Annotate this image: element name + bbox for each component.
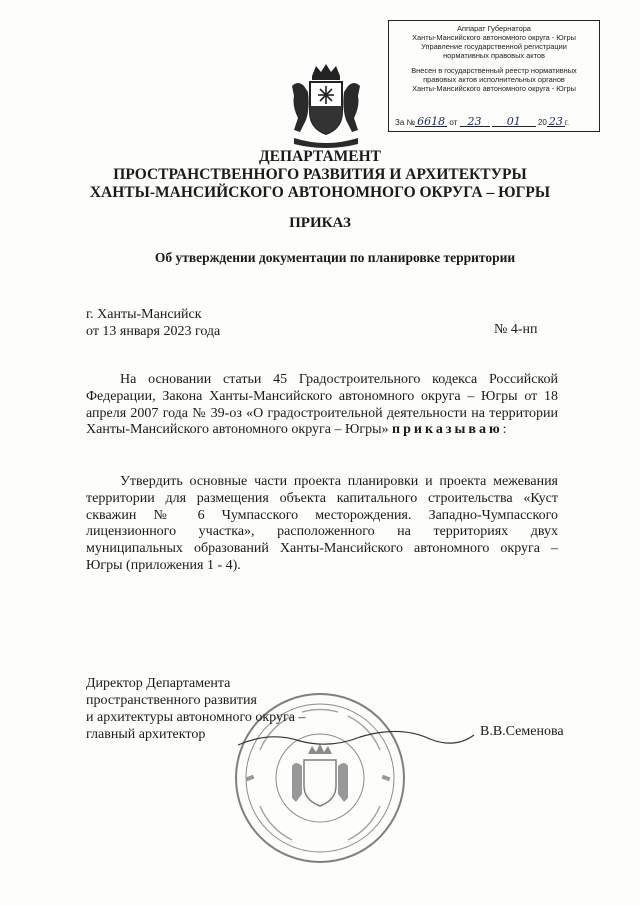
document-number: № 4-нп xyxy=(494,322,538,337)
stamp-line: Ханты-Мансийского автономного округа - Югры xyxy=(412,84,576,93)
department-title xyxy=(0,148,640,202)
place-and-date xyxy=(86,306,220,340)
department-title-line: ДЕПАРТАМЕНТ xyxy=(258,148,382,165)
signature-title-line: пространственного развития xyxy=(86,693,257,708)
stamp-line: Внесен в государственный реестр нормативных xyxy=(411,66,577,75)
department-title-line: ПРОСТРАНСТВЕННОГО РАЗВИТИЯ И АРХИТЕКТУРЫ xyxy=(113,166,527,183)
stamp-line: Управление государственной регистрации xyxy=(421,42,567,51)
stamp-line: Аппарат Губернатора xyxy=(457,24,531,33)
signature-title-line: и архитектуры автономного округа – xyxy=(86,710,306,725)
signature-title-line: Директор Департамента xyxy=(86,676,231,691)
document-type: ПРИКАЗ xyxy=(289,215,351,231)
reg-month: 01 xyxy=(492,117,536,127)
date: от 13 января 2023 года xyxy=(86,324,221,339)
command-word: приказываю xyxy=(392,422,503,438)
coat-of-arms-emblem xyxy=(288,62,364,148)
reg-day: 23 xyxy=(460,117,490,127)
stamp-line: Ханты-Мансийского автономного округа - Югры xyxy=(412,33,576,42)
department-title-line: ХАНТЫ-МАНСИЙСКОГО АВТОНОМНОГО ОКРУГА – ЮГРЫ xyxy=(89,184,551,201)
paragraph-basis xyxy=(86,372,558,439)
signatory-name: В.В.Семенова xyxy=(480,724,564,739)
reg-number: 6618 xyxy=(417,115,446,128)
reg-year: 23 xyxy=(548,115,563,128)
signature-title-line: главный архитектор xyxy=(86,727,206,742)
reg-year-suffix: г. xyxy=(564,118,570,127)
document-subject: Об утверждении документации по планировке территории xyxy=(154,250,516,265)
place: г. Ханты-Мансийск xyxy=(86,307,202,322)
paragraph-basis-text: На основании статьи 45 Градостроительного кодекса Российской Федерации, Закона Ханты-Мансийского автономного округа – Югры от 18 апреля 2007 года № 39-оз «О градостроительной деятельности на территории Ханты-Мансийского автономного округа – Югры» xyxy=(86,372,558,438)
stamp-line: правовых актов исполнительных органов xyxy=(423,75,565,84)
registration-number-line xyxy=(395,117,593,127)
reg-prefix: За № xyxy=(395,118,416,127)
command-colon: : xyxy=(502,422,507,438)
stamp-line: нормативных правовых актов xyxy=(443,51,545,60)
paragraph-decision: Утвердить основные части проекта планировки и проекта межевания территории для размещения объекта капитального строительства «Куст скважин № 6 Чумпасского месторождения. Западно-Чумпасского лицензионного участка», расположенного на территориях двух муниципальных образований Ханты-Мансийского автономного округа – Югры (приложения 1 - 4). xyxy=(86,474,558,573)
registration-stamp xyxy=(388,20,600,132)
reg-from-label: от xyxy=(449,118,458,127)
reg-year-prefix: 20 xyxy=(537,118,547,127)
handwritten-signature xyxy=(230,727,480,757)
